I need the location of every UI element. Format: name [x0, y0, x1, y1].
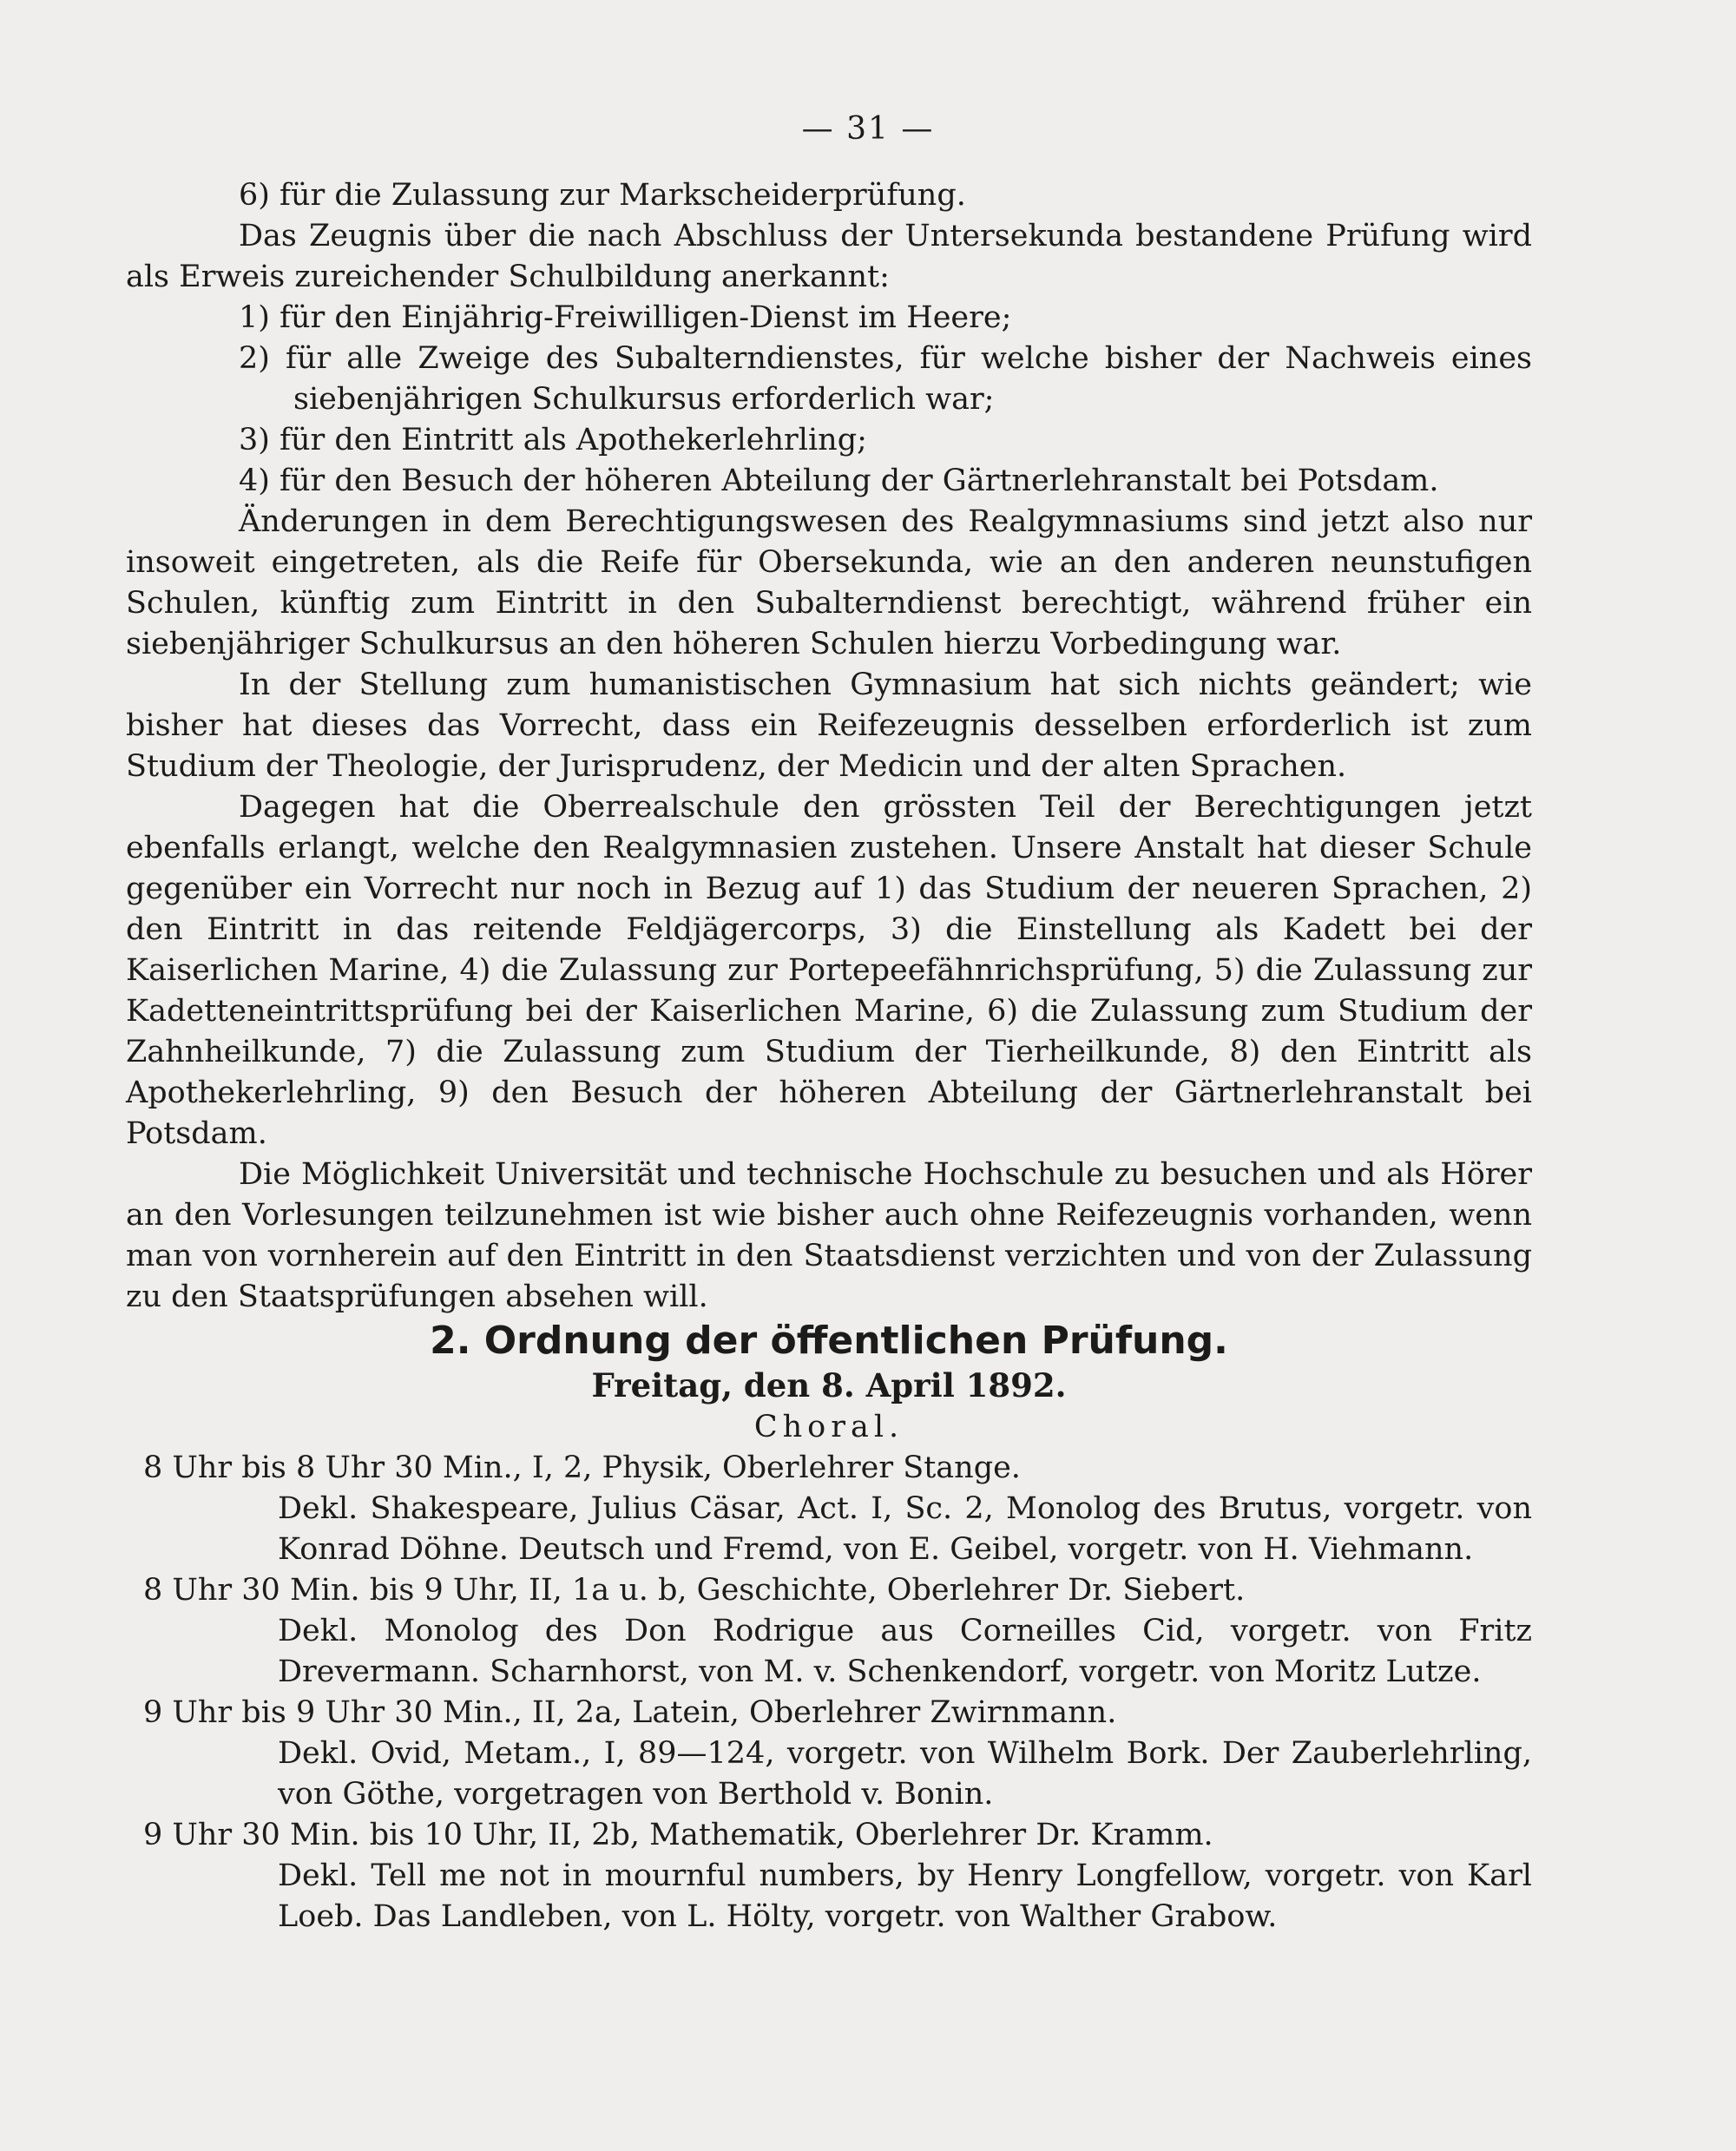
list-item-3: 3) für den Eintritt als Apothekerlehrling; [239, 423, 867, 457]
schedule-time: 8 Uhr 30 Min. bis 9 Uhr, II, 1a u. b, Geschichte, Oberlehrer Dr. Siebert. [143, 1573, 1246, 1608]
paragraph-gymnasium: In der Stellung zum humanistischen Gymnasium hat sich nichts geändert; wie bisher hat dieses das Vorrecht, dass ein Reifezeugnis desselben erforderlich ist zum Studium der Theologie, der Jurisprudenz, der Medicin und der alten Sprachen. [126, 668, 1532, 784]
list-item-2: 2) für alle Zweige des Subalterndienstes, für welche bisher der Nachweis eines siebenjährigen Schulkursus erforderlich war; [239, 341, 1532, 417]
schedule-time: 9 Uhr bis 9 Uhr 30 Min., II, 2a, Latein, Oberlehrer Zwirnmann. [143, 1695, 1117, 1730]
schedule-declamation: Dekl. Tell me not in mournful numbers, by Henry Longfellow, vorgetr. von Karl Loeb. Das Landleben, von L. Hölty, vorgetr. von Walther Grabow. [278, 1858, 1532, 1934]
paragraph-intro: Das Zeugnis über die nach Abschluss der Untersekunda bestandene Prüfung wird als Erweis zureichender Schulbildung anerkannt: [126, 219, 1532, 294]
paragraph-oberrealschule: Dagegen hat die Oberrealschule den grössten Teil der Berechtigungen jetzt ebenfalls erlangt, welche den Realgymnasien zustehen. Unsere Anstalt hat dieser Schule gegenüber ein Vorrecht nur noch in Bezug auf 1) das Studium der neueren Sprachen, 2) den Eintritt in das reitende Feldjägercorps, 3) die Einstellung als Kadett bei der Kaiserlichen Marine, 4) die Zulassung zur Portepeefähnrichsprüfung, 5) die Zulassung zur Kadetteneintrittsprüfung bei der Kaiserlichen Marine, 6) die Zulassung zum Studium der Zahnheilkunde, 7) die Zulassung zum Studium der Tierheilkunde, 8) den Eintritt als Apothekerlehrling, 9) den Besuch der höheren Abteilung der Gärtnerlehranstalt bei Potsdam. [126, 790, 1532, 1151]
paragraph-universitaet: Die Möglichkeit Universität und technische Hochschule zu besuchen und als Hörer an den Vorlesungen teilzunehmen ist wie bisher auch ohne Reifezeugnis vorhanden, wenn man von vornherein auf den Eintritt in den Staatsdienst verzichten und von der Zulassung zu den Staatsprüfungen absehen will. [126, 1157, 1532, 1314]
list-item-4: 4) für den Besuch der höheren Abteilung der Gärtnerlehranstalt bei Potsdam. [239, 464, 1439, 498]
schedule-declamation: Dekl. Monolog des Don Rodrigue aus Corneilles Cid, vorgetr. von Fritz Drevermann. Scharnhorst, von M. v. Schenkendorf, vorgetr. von Moritz Lutze. [278, 1614, 1532, 1689]
schedule-declamation: Dekl. Shakespeare, Julius Cäsar, Act. I, Sc. 2, Monolog des Brutus, vorgetr. von Konrad Döhne. Deutsch und Fremd, von E. Geibel, vorgetr. von H. Viehmann. [278, 1491, 1532, 1567]
list-item-1: 1) für den Einjährig-Freiwilligen-Dienst im Heere; [239, 300, 1012, 335]
schedule-time: 8 Uhr bis 8 Uhr 30 Min., I, 2, Physik, Oberlehrer Stange. [143, 1450, 1021, 1485]
body-text [126, 175, 1532, 1937]
page-number: — 31 — [801, 111, 935, 147]
exam-date: Freitag, den 8. April 1892. [591, 1366, 1067, 1404]
choral-label: Choral. [753, 1410, 904, 1444]
schedule-declamation: Dekl. Ovid, Metam., I, 89—124, vorgetr. von Wilhelm Bork. Der Zauberlehrling, von Göthe, vorgetragen von Berthold v. Bonin. [278, 1736, 1532, 1812]
schedule-time: 9 Uhr 30 Min. bis 10 Uhr, II, 2b, Mathematik, Oberlehrer Dr. Kramm. [143, 1818, 1213, 1852]
paragraph-aenderungen: Änderungen in dem Berechtigungswesen des Realgymnasiums sind jetzt also nur insoweit eingetreten, als die Reife für Obersekunda, wie an den anderen neunstufigen Schulen, künftig zum Eintritt in den Subalterndienst berechtigt, während früher ein siebenjähriger Schulkursus an den höheren Schulen hierzu Vorbedingung war. [126, 504, 1532, 661]
section-heading: 2. Ordnung der öffentlichen Prüfung. [430, 1319, 1228, 1363]
list-item-6: 6) für die Zulassung zur Markscheiderprüfung. [239, 178, 966, 213]
